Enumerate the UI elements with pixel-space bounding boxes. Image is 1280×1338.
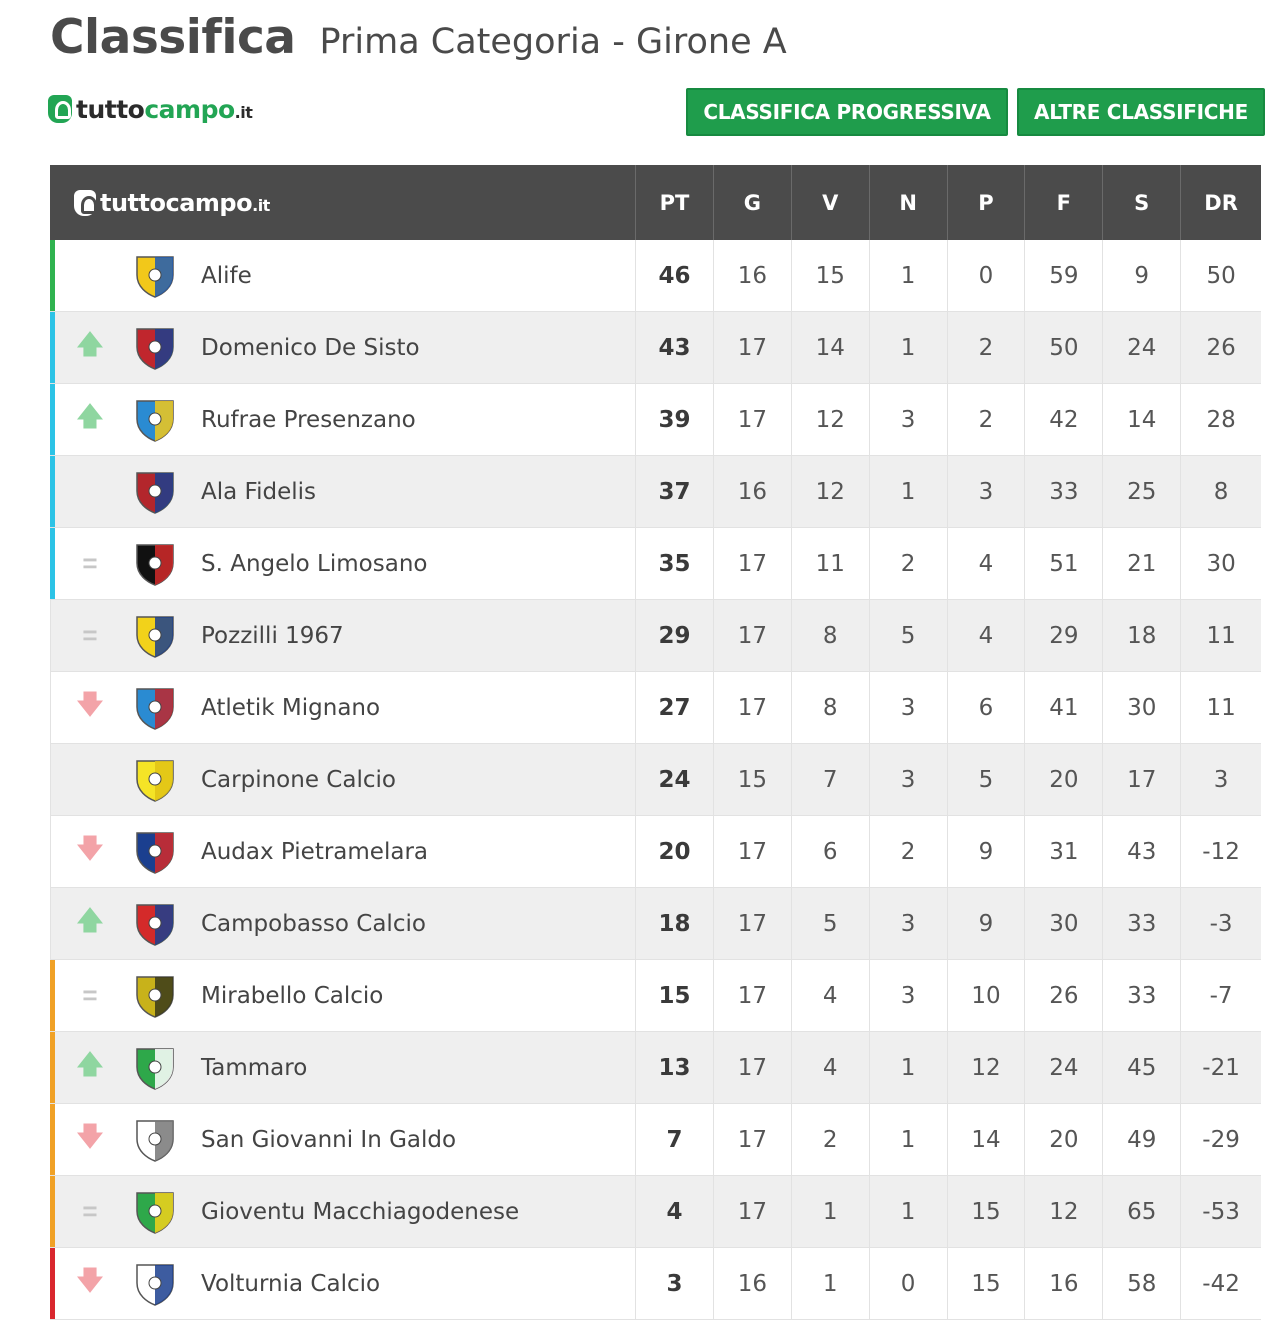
team-name[interactable]: Carpinone Calcio: [201, 766, 396, 793]
stat-n: 3: [870, 384, 948, 455]
page-header: [50, 10, 787, 70]
stat-f: 50: [1025, 312, 1103, 383]
stat-pt: 43: [636, 312, 714, 383]
table-row[interactable]: [50, 672, 1261, 744]
stat-p: 9: [948, 888, 1026, 959]
team-crest-icon: [132, 901, 178, 947]
stat-p: 6: [948, 672, 1026, 743]
team-cell[interactable]: [50, 1104, 636, 1175]
team-name[interactable]: Campobasso Calcio: [201, 910, 426, 937]
table-row[interactable]: [50, 1248, 1261, 1320]
stat-pt: 37: [636, 456, 714, 527]
stat-f: 42: [1025, 384, 1103, 455]
stat-v: 4: [792, 960, 870, 1031]
team-name[interactable]: Alife: [201, 262, 252, 289]
stat-v: 8: [792, 600, 870, 671]
stat-pt: 46: [636, 240, 714, 311]
stat-g: 16: [714, 456, 792, 527]
team-name[interactable]: Gioventu Macchiagodenese: [201, 1198, 520, 1225]
team-crest-icon: [132, 469, 178, 515]
stat-v: 2: [792, 1104, 870, 1175]
altre-classifiche-button[interactable]: ALTRE CLASSIFICHE: [1017, 88, 1265, 136]
team-crest-icon: [132, 613, 178, 659]
team-cell[interactable]: [50, 312, 636, 383]
trend-up-arrow-icon: 🡅: [76, 1048, 104, 1079]
zone-indicator: [50, 744, 51, 815]
stat-dr: -29: [1202, 1126, 1240, 1153]
trend-up-arrow-icon: 🡅: [76, 328, 104, 359]
stat-g: 17: [714, 816, 792, 887]
stat-s: 58: [1103, 1248, 1181, 1319]
team-cell[interactable]: [50, 960, 636, 1031]
stat-f: 20: [1025, 1104, 1103, 1175]
team-crest-icon: [132, 397, 178, 443]
column-header-s[interactable]: S: [1103, 165, 1181, 240]
trend-equal-icon: =: [82, 548, 98, 578]
team-cell[interactable]: [50, 240, 636, 311]
table-row[interactable]: [50, 1032, 1261, 1104]
stat-n: 3: [870, 888, 948, 959]
stat-n: 1: [870, 312, 948, 383]
team-name[interactable]: S. Angelo Limosano: [201, 550, 428, 577]
stat-v: 14: [792, 312, 870, 383]
stat-v: 4: [792, 1032, 870, 1103]
stat-s: 14: [1103, 384, 1181, 455]
team-cell[interactable]: [50, 1176, 636, 1247]
stat-n: 1: [870, 1176, 948, 1247]
zone-indicator: [50, 456, 55, 527]
page-title: Classifica: [50, 10, 296, 65]
stat-v: 6: [792, 816, 870, 887]
header-team-column: [50, 165, 636, 240]
stat-n: 1: [870, 1104, 948, 1175]
team-crest-icon: [132, 541, 178, 587]
stat-dr: 11: [1206, 622, 1236, 649]
stat-s: 65: [1103, 1176, 1181, 1247]
stat-f: 59: [1025, 240, 1103, 311]
stat-g: 17: [714, 1104, 792, 1175]
stat-s: 43: [1103, 816, 1181, 887]
stat-f: 24: [1025, 1032, 1103, 1103]
stat-s: 33: [1103, 888, 1181, 959]
stat-s: 45: [1103, 1032, 1181, 1103]
stat-s: 9: [1103, 240, 1181, 311]
trend-equal-icon: =: [82, 980, 98, 1010]
column-header-pt[interactable]: PT: [636, 165, 714, 240]
stat-pt: 13: [636, 1032, 714, 1103]
zone-indicator: [50, 1176, 55, 1247]
stat-n: 3: [870, 744, 948, 815]
stat-pt: 18: [636, 888, 714, 959]
column-header-n[interactable]: N: [870, 165, 948, 240]
trend-equal-icon: =: [82, 1196, 98, 1226]
team-name[interactable]: Tammaro: [201, 1054, 308, 1081]
stat-g: 17: [714, 672, 792, 743]
stat-p: 10: [948, 960, 1026, 1031]
stat-f: 41: [1025, 672, 1103, 743]
stat-pt: 39: [636, 384, 714, 455]
table-row[interactable]: [50, 744, 1261, 816]
stat-p: 12: [948, 1032, 1026, 1103]
stat-v: 12: [792, 456, 870, 527]
team-cell[interactable]: [50, 744, 636, 815]
stat-pt: 4: [636, 1176, 714, 1247]
trend-down-arrow-icon: 🡇: [76, 688, 104, 719]
stat-v: 12: [792, 384, 870, 455]
team-name[interactable]: Audax Pietramelara: [201, 838, 428, 865]
stat-g: 17: [714, 312, 792, 383]
stat-p: 15: [948, 1176, 1026, 1247]
table-row[interactable]: [50, 816, 1261, 888]
team-cell[interactable]: [50, 1032, 636, 1103]
stat-dr: 50: [1206, 262, 1236, 289]
team-cell[interactable]: [50, 528, 636, 599]
stat-pt: 3: [636, 1248, 714, 1319]
stat-dr: 28: [1206, 406, 1236, 433]
stat-p: 14: [948, 1104, 1026, 1175]
table-body: [50, 240, 1261, 1320]
team-name[interactable]: San Giovanni In Galdo: [201, 1126, 457, 1153]
stat-g: 17: [714, 888, 792, 959]
tuttocampo-logo-icon: [74, 190, 96, 216]
table-row[interactable]: [50, 1104, 1261, 1176]
stat-v: 7: [792, 744, 870, 815]
team-crest-icon: [132, 757, 178, 803]
stat-g: 17: [714, 1032, 792, 1103]
stat-pt: 29: [636, 600, 714, 671]
stat-s: 21: [1103, 528, 1181, 599]
stat-dr: -53: [1202, 1198, 1240, 1225]
header-brand-logo: [74, 189, 270, 217]
stat-dr: 3: [1213, 766, 1229, 793]
team-crest-icon: [132, 253, 178, 299]
stat-g: 17: [714, 528, 792, 599]
trend-down-arrow-icon: 🡇: [76, 1120, 104, 1151]
stat-n: 1: [870, 240, 948, 311]
stat-n: 2: [870, 528, 948, 599]
zone-indicator: [50, 384, 55, 455]
stat-v: 8: [792, 672, 870, 743]
stat-dr: -3: [1209, 910, 1233, 937]
stat-p: 4: [948, 600, 1026, 671]
zone-indicator: [50, 816, 51, 887]
stat-p: 2: [948, 384, 1026, 455]
table-row[interactable]: [50, 888, 1261, 960]
stat-n: 1: [870, 1032, 948, 1103]
stat-f: 26: [1025, 960, 1103, 1031]
stat-n: 2: [870, 816, 948, 887]
zone-indicator: [50, 240, 55, 311]
brand-logo[interactable]: [48, 93, 252, 125]
team-cell[interactable]: [50, 600, 636, 671]
team-cell[interactable]: [50, 672, 636, 743]
column-header-f[interactable]: F: [1025, 165, 1103, 240]
team-cell[interactable]: [50, 888, 636, 959]
stat-s: 17: [1103, 744, 1181, 815]
stat-p: 5: [948, 744, 1026, 815]
stat-n: 5: [870, 600, 948, 671]
table-row[interactable]: [50, 960, 1261, 1032]
brand-wordmark: tuttocampo.it: [76, 94, 253, 124]
stat-n: 3: [870, 672, 948, 743]
stat-p: 3: [948, 456, 1026, 527]
stat-dr: -7: [1209, 982, 1233, 1009]
stat-dr: -21: [1202, 1054, 1240, 1081]
team-crest-icon: [132, 1189, 178, 1235]
standings-table: [50, 165, 1261, 1320]
stat-p: 4: [948, 528, 1026, 599]
team-crest-icon: [132, 1261, 178, 1307]
stat-f: 30: [1025, 888, 1103, 959]
stat-f: 20: [1025, 744, 1103, 815]
team-crest-icon: [132, 1117, 178, 1163]
stat-n: 0: [870, 1248, 948, 1319]
stat-n: 1: [870, 456, 948, 527]
team-cell[interactable]: [50, 384, 636, 455]
stat-v: 11: [792, 528, 870, 599]
column-header-v[interactable]: V: [792, 165, 870, 240]
stat-v: 15: [792, 240, 870, 311]
trend-up-arrow-icon: 🡅: [76, 904, 104, 935]
tuttocampo-logo-icon: [48, 95, 72, 123]
classifica-progressiva-button[interactable]: CLASSIFICA PROGRESSIVA: [686, 88, 1008, 136]
stat-s: 33: [1103, 960, 1181, 1031]
table-row[interactable]: [50, 600, 1261, 672]
team-cell[interactable]: [50, 1248, 636, 1319]
zone-indicator: [50, 528, 55, 599]
zone-indicator: [50, 1248, 55, 1319]
stat-dr: 11: [1206, 694, 1236, 721]
stat-g: 16: [714, 1248, 792, 1319]
stat-pt: 7: [636, 1104, 714, 1175]
team-name[interactable]: Domenico De Sisto: [201, 334, 420, 361]
stat-v: 5: [792, 888, 870, 959]
page-subtitle: Prima Categoria - Girone A: [319, 22, 787, 62]
header-brand-wordmark: tuttocampo.it: [100, 188, 270, 217]
stat-s: 25: [1103, 456, 1181, 527]
team-name[interactable]: Mirabello Calcio: [201, 982, 384, 1009]
stat-v: 1: [792, 1248, 870, 1319]
trend-down-arrow-icon: 🡇: [76, 1264, 104, 1295]
table-row[interactable]: [50, 456, 1261, 528]
stat-f: 31: [1025, 816, 1103, 887]
stat-pt: 20: [636, 816, 714, 887]
stat-f: 29: [1025, 600, 1103, 671]
team-name[interactable]: Rufrae Presenzano: [201, 406, 416, 433]
stat-dr: -42: [1202, 1270, 1240, 1297]
stat-n: 3: [870, 960, 948, 1031]
stat-p: 0: [948, 240, 1026, 311]
stat-s: 49: [1103, 1104, 1181, 1175]
zone-indicator: [50, 672, 51, 743]
team-cell[interactable]: [50, 456, 636, 527]
table-row[interactable]: [50, 528, 1261, 600]
team-name[interactable]: Atletik Mignano: [201, 694, 381, 721]
team-name[interactable]: Ala Fidelis: [201, 478, 316, 505]
team-crest-icon: [132, 685, 178, 731]
stat-g: 17: [714, 960, 792, 1031]
stat-p: 9: [948, 816, 1026, 887]
team-name[interactable]: Volturnia Calcio: [201, 1270, 381, 1297]
stat-f: 33: [1025, 456, 1103, 527]
stat-p: 15: [948, 1248, 1026, 1319]
team-crest-icon: [132, 973, 178, 1019]
table-row[interactable]: [50, 240, 1261, 312]
table-row[interactable]: [50, 1176, 1261, 1248]
table-header: [50, 165, 1261, 240]
team-crest-icon: [132, 829, 178, 875]
column-header-p[interactable]: P: [948, 165, 1026, 240]
stat-f: 51: [1025, 528, 1103, 599]
zone-indicator: [50, 1032, 55, 1103]
stat-dr: -12: [1202, 838, 1240, 865]
stat-g: 16: [714, 240, 792, 311]
stat-pt: 27: [636, 672, 714, 743]
stat-g: 17: [714, 384, 792, 455]
zone-indicator: [50, 312, 55, 383]
stat-v: 1: [792, 1176, 870, 1247]
stat-p: 2: [948, 312, 1026, 383]
stat-g: 17: [714, 1176, 792, 1247]
zone-indicator: [50, 1104, 55, 1175]
stat-g: 17: [714, 600, 792, 671]
table-row[interactable]: [50, 312, 1261, 384]
stat-f: 12: [1025, 1176, 1103, 1247]
zone-indicator: [50, 888, 51, 959]
stat-s: 18: [1103, 600, 1181, 671]
trend-down-arrow-icon: 🡇: [76, 832, 104, 863]
zone-indicator: [50, 960, 55, 1031]
stat-s: 30: [1103, 672, 1181, 743]
trend-up-arrow-icon: 🡅: [76, 400, 104, 431]
team-name[interactable]: Pozzilli 1967: [201, 622, 344, 649]
trend-equal-icon: =: [82, 620, 98, 650]
table-row[interactable]: [50, 384, 1261, 456]
stat-pt: 15: [636, 960, 714, 1031]
stat-dr: 30: [1206, 550, 1236, 577]
column-header-dr[interactable]: DR: [1204, 190, 1238, 215]
stat-s: 24: [1103, 312, 1181, 383]
stat-dr: 26: [1206, 334, 1236, 361]
stat-f: 16: [1025, 1248, 1103, 1319]
zone-indicator: [50, 600, 51, 671]
team-crest-icon: [132, 325, 178, 371]
team-cell[interactable]: [50, 816, 636, 887]
stat-pt: 24: [636, 744, 714, 815]
team-crest-icon: [132, 1045, 178, 1091]
stat-g: 15: [714, 744, 792, 815]
column-header-g[interactable]: G: [714, 165, 792, 240]
stat-pt: 35: [636, 528, 714, 599]
stat-dr: 8: [1213, 478, 1229, 505]
